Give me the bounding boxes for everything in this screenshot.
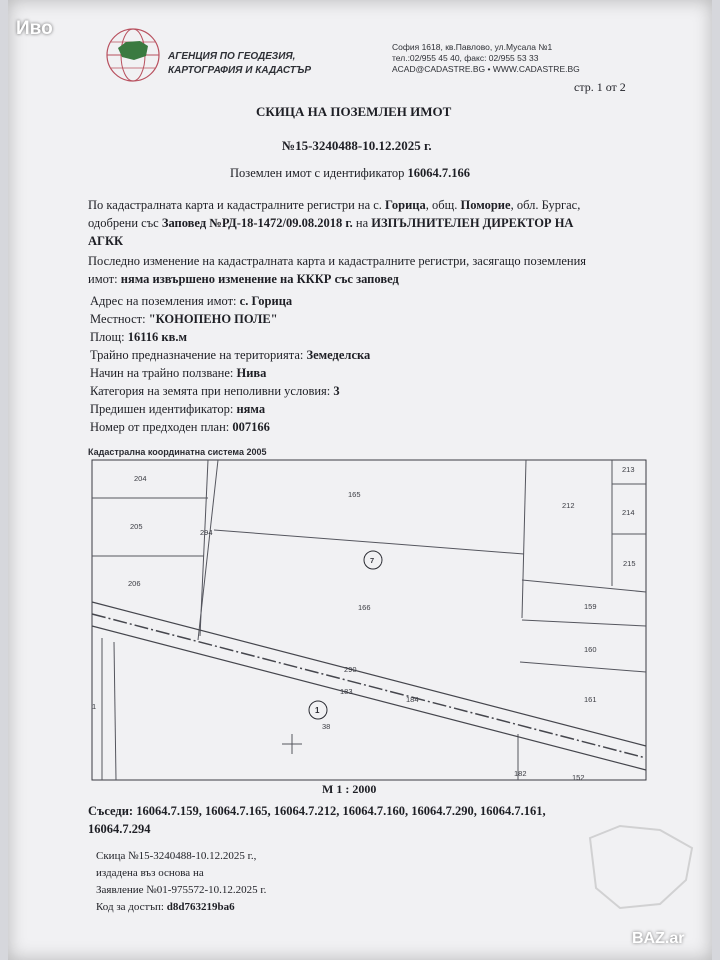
parcel-label-7: 7 [370,556,375,565]
parcel-label-152: 152 [572,773,585,782]
neighbours-line-2: 16064.7.294 [88,822,151,836]
bazar-watermark: BAZ.ar [632,930,685,947]
cadastre-line-2: одобрени със Заповед №РД-18-1472/09.08.2018 г. на ИЗПЪЛНИТЕЛЕН ДИРЕКТОР НА [88,216,574,230]
parcel-label-166: 166 [358,603,371,612]
prev-plan-row: Номер от предходен план: 007166 [90,420,270,434]
parcel-label-294: 294 [200,528,213,537]
purpose-row: Трайно предназначение на територията: Земеделска [90,348,371,362]
map-scale: М 1 : 2000 [322,782,377,796]
identifier-line [230,166,470,181]
parcel-label-205: 205 [130,522,143,531]
parcel-label-213: 213 [622,465,635,474]
parcel-label-206: 206 [128,579,141,588]
uploader-name: Иво [16,18,53,39]
identifier-label: Поземлен имот с идентификатор [230,166,405,180]
coord-system-label: Кадастрална координатна система 2005 [88,447,267,457]
neighbours [88,802,648,838]
parcel-label-160: 160 [584,645,597,654]
agency-contacts [392,42,580,75]
parcel-label-204: 204 [134,474,147,483]
change-line-1: Последно изменение на кадастралната карта и кадастралните регистри, засягащо поземления [88,254,587,268]
parcel-label-159: 159 [584,602,597,611]
agency-line-1: АГЕНЦИЯ ПО ГЕОДЕЗИЯ, [168,51,296,62]
locality-row: Местност: "КОНОПЕНО ПОЛЕ" [90,312,278,326]
agency-web: ACAD@CADASTRE.BG • WWW.CADASTRE.BG [392,64,580,74]
category-row: Категория на земята при неполивни условия: 3 [90,384,340,398]
document-number: №15-3240488-10.12.2025 г. [282,138,432,153]
parcel-label-165: 165 [348,490,361,499]
bulgaria-watermark-icon [580,818,700,918]
parcel-label-184: 184 [406,695,419,704]
usage-row: Начин на трайно ползване: Нива [90,366,267,380]
cadastre-paragraph [88,196,580,250]
change-paragraph [88,252,586,288]
parcel-mark-1: 1 [315,706,320,715]
change-line-2: имот: няма извършено изменение на КККР със заповед [88,272,399,286]
footer-sketch: Скица №15-3240488-10.12.2025 г., [96,850,257,862]
parcel-label-212: 212 [562,501,575,510]
property-details [90,292,370,436]
parcel-label-215: 215 [623,559,636,568]
neighbours-line-1: Съседи: 16064.7.159, 16064.7.165, 16064.7.212, 16064.7.160, 16064.7.290, 16064.7.161, [88,804,546,818]
parcel-label-161: 161 [584,695,597,704]
address-row: Адрес на поземления имот: с. Горица [90,294,293,308]
page-number: стр. 1 от 2 [574,80,626,94]
parcel-label-214: 214 [622,508,635,517]
prev-ident-row: Предишен идентификатор: няма [90,402,266,416]
cadastral-map [86,446,652,786]
parcel-label-1: 1 [92,702,97,711]
identifier-value: 16064.7.166 [407,166,470,180]
footer-request: Заявление №01-975572-10.12.2025 г. [96,884,267,896]
parcel-label-290: 290 [344,665,357,674]
agency-logo-icon [104,26,162,84]
cadastre-line-1: По кадастралната карта и кадастралните регистри на с. Горица, общ. Поморие, обл. Бургас, [88,198,581,212]
document-title: СКИЦА НА ПОЗЕМЛЕН ИМОТ [256,104,452,119]
agency-phone: тел.:02/955 45 40, факс: 02/955 53 33 [392,53,539,63]
parcel-label-182: 182 [514,769,527,778]
parcel-label-38: 38 [322,722,331,731]
area-row: Площ: 16116 кв.м [90,330,188,344]
agency-address: София 1618, кв.Павлово, ул.Мусала №1 [392,42,553,52]
footer-access-code: Код за достъп: d8d763219ba6 [96,901,235,913]
cadastre-line-3: АГКК [88,234,124,248]
parcel-label-183: 183 [340,687,353,696]
agency-line-2: КАРТОГРАФИЯ И КАДАСТЪР [168,65,312,76]
agency-name [168,50,311,78]
footer-issued: издадена въз основа на [96,867,204,879]
